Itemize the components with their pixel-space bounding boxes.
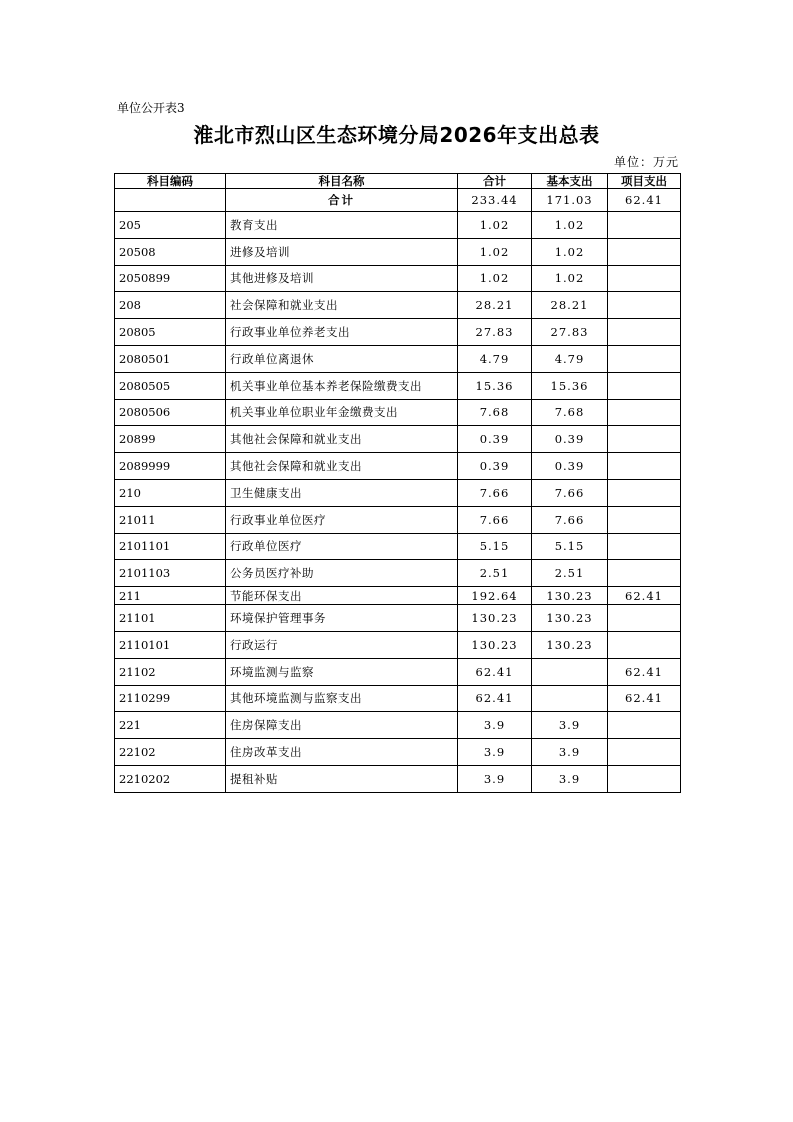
row-project [608, 292, 681, 319]
header-total: 合计 [458, 174, 532, 189]
row-code: 205 [115, 212, 226, 239]
row-basic: 0.39 [532, 453, 608, 480]
row-total: 7.66 [458, 506, 532, 533]
row-total: 0.39 [458, 453, 532, 480]
row-name: 公务员医疗补助 [226, 560, 458, 587]
page-title: 淮北市烈山区生态环境分局2026年支出总表 [193, 123, 600, 147]
table-row [115, 533, 681, 560]
row-basic: 3.9 [532, 739, 608, 766]
row-basic: 28.21 [532, 292, 608, 319]
row-total: 7.68 [458, 399, 532, 426]
row-basic: 15.36 [532, 372, 608, 399]
row-code: 20899 [115, 426, 226, 453]
row-basic: 0.39 [532, 426, 608, 453]
row-project [608, 506, 681, 533]
row-project: 62.41 [608, 685, 681, 712]
table-row [115, 560, 681, 587]
header-name: 科目名称 [226, 174, 458, 189]
row-basic: 3.9 [532, 765, 608, 792]
row-total: 27.83 [458, 319, 532, 346]
table-row [115, 685, 681, 712]
table-row [115, 765, 681, 792]
row-code: 21011 [115, 506, 226, 533]
row-code: 2110299 [115, 685, 226, 712]
table-row [115, 631, 681, 658]
row-project [608, 765, 681, 792]
row-code: 21101 [115, 605, 226, 632]
row-project [608, 212, 681, 239]
row-total: 7.66 [458, 479, 532, 506]
row-project: 62.41 [608, 658, 681, 685]
total-code-cell [115, 189, 226, 212]
row-name: 进修及培训 [226, 238, 458, 265]
row-total: 3.9 [458, 765, 532, 792]
row-total: 3.9 [458, 739, 532, 766]
row-name: 节能环保支出 [226, 587, 458, 605]
table-row [115, 453, 681, 480]
row-basic: 2.51 [532, 560, 608, 587]
row-name: 其他环境监测与监察支出 [226, 685, 458, 712]
table-row [115, 506, 681, 533]
table-row [115, 587, 681, 605]
row-total: 0.39 [458, 426, 532, 453]
row-name: 住房保障支出 [226, 712, 458, 739]
row-name: 行政单位医疗 [226, 533, 458, 560]
row-name: 其他社会保障和就业支出 [226, 426, 458, 453]
row-name: 行政运行 [226, 631, 458, 658]
row-basic: 7.68 [532, 399, 608, 426]
table-row [115, 479, 681, 506]
row-total: 3.9 [458, 712, 532, 739]
table-row [115, 739, 681, 766]
row-total: 1.02 [458, 212, 532, 239]
row-project [608, 479, 681, 506]
row-name: 机关事业单位基本养老保险缴费支出 [226, 372, 458, 399]
row-basic: 3.9 [532, 712, 608, 739]
row-project [608, 399, 681, 426]
row-total: 28.21 [458, 292, 532, 319]
row-total: 130.23 [458, 605, 532, 632]
table-row [115, 605, 681, 632]
row-project [608, 238, 681, 265]
row-code: 2080501 [115, 345, 226, 372]
expenditure-table [114, 173, 681, 793]
row-code: 208 [115, 292, 226, 319]
row-project [608, 319, 681, 346]
row-code: 211 [115, 587, 226, 605]
row-project [608, 631, 681, 658]
row-basic: 4.79 [532, 345, 608, 372]
row-basic: 130.23 [532, 631, 608, 658]
row-code: 20508 [115, 238, 226, 265]
table-row [115, 319, 681, 346]
row-name: 社会保障和就业支出 [226, 292, 458, 319]
row-code: 2110101 [115, 631, 226, 658]
row-project [608, 712, 681, 739]
row-basic: 7.66 [532, 479, 608, 506]
row-name: 其他社会保障和就业支出 [226, 453, 458, 480]
total-label: 合计 [226, 189, 458, 212]
row-name: 行政事业单位医疗 [226, 506, 458, 533]
row-total: 2.51 [458, 560, 532, 587]
form-number: 单位公开表3 [117, 101, 185, 115]
row-basic: 7.66 [532, 506, 608, 533]
table-row [115, 372, 681, 399]
row-basic: 130.23 [532, 587, 608, 605]
unit-label: 单位：万元 [613, 155, 679, 169]
row-code: 21102 [115, 658, 226, 685]
row-name: 其他进修及培训 [226, 265, 458, 292]
row-code: 2101101 [115, 533, 226, 560]
row-name: 环境监测与监察 [226, 658, 458, 685]
row-basic: 1.02 [532, 212, 608, 239]
row-name: 提租补贴 [226, 765, 458, 792]
row-total: 1.02 [458, 265, 532, 292]
row-project [608, 265, 681, 292]
row-name: 行政事业单位养老支出 [226, 319, 458, 346]
header-project: 项目支出 [608, 174, 681, 189]
row-total: 1.02 [458, 238, 532, 265]
row-total: 130.23 [458, 631, 532, 658]
row-code: 2080505 [115, 372, 226, 399]
row-basic [532, 658, 608, 685]
row-total: 62.41 [458, 658, 532, 685]
total-row [115, 189, 681, 212]
row-project [608, 345, 681, 372]
total-project: 62.41 [608, 189, 681, 212]
row-total: 4.79 [458, 345, 532, 372]
row-basic: 1.02 [532, 265, 608, 292]
row-project [608, 605, 681, 632]
row-basic [532, 685, 608, 712]
table-row [115, 238, 681, 265]
row-code: 210 [115, 479, 226, 506]
table-row [115, 426, 681, 453]
row-code: 2080506 [115, 399, 226, 426]
row-name: 环境保护管理事务 [226, 605, 458, 632]
row-name: 住房改革支出 [226, 739, 458, 766]
total-amount: 233.44 [458, 189, 532, 212]
table-row [115, 399, 681, 426]
row-total: 192.64 [458, 587, 532, 605]
header-basic: 基本支出 [532, 174, 608, 189]
row-project [608, 372, 681, 399]
row-code: 20805 [115, 319, 226, 346]
row-basic: 130.23 [532, 605, 608, 632]
row-project [608, 453, 681, 480]
row-basic: 27.83 [532, 319, 608, 346]
row-name: 教育支出 [226, 212, 458, 239]
row-project [608, 533, 681, 560]
row-code: 2050899 [115, 265, 226, 292]
table-row [115, 712, 681, 739]
row-name: 卫生健康支出 [226, 479, 458, 506]
total-basic: 171.03 [532, 189, 608, 212]
table-row [115, 292, 681, 319]
row-project [608, 426, 681, 453]
row-code: 2101103 [115, 560, 226, 587]
row-total: 15.36 [458, 372, 532, 399]
row-project [608, 739, 681, 766]
table-row [115, 212, 681, 239]
row-total: 62.41 [458, 685, 532, 712]
row-name: 行政单位离退休 [226, 345, 458, 372]
row-basic: 1.02 [532, 238, 608, 265]
row-code: 22102 [115, 739, 226, 766]
row-total: 5.15 [458, 533, 532, 560]
row-project [608, 560, 681, 587]
table-row [115, 345, 681, 372]
row-basic: 5.15 [532, 533, 608, 560]
table-row [115, 265, 681, 292]
header-code: 科目编码 [115, 174, 226, 189]
header-row [115, 174, 681, 189]
row-code: 2210202 [115, 765, 226, 792]
table-row [115, 658, 681, 685]
row-code: 221 [115, 712, 226, 739]
row-code: 2089999 [115, 453, 226, 480]
row-name: 机关事业单位职业年金缴费支出 [226, 399, 458, 426]
row-project: 62.41 [608, 587, 681, 605]
